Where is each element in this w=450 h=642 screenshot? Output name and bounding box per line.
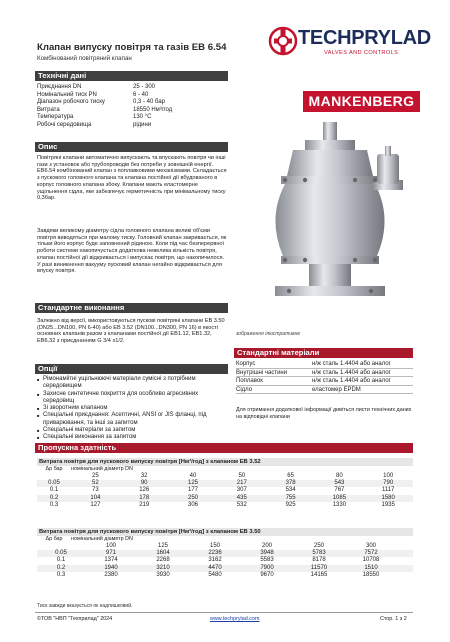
material-row <box>236 369 413 378</box>
material-key: Корпус <box>236 361 256 367</box>
spec-value: 18550 Нм³/год <box>133 106 173 113</box>
material-row <box>236 377 413 386</box>
flow-dn: 80 <box>336 473 343 479</box>
material-value: н/ж сталь 1.4404 або аналог <box>312 378 391 384</box>
flow-cell: 1935 <box>381 501 395 508</box>
flow-dn: 40 <box>189 473 197 479</box>
flow-cell <box>51 543 85 550</box>
spec-key: Приєднання DN <box>37 84 82 90</box>
flow-dn: 32 <box>140 473 148 479</box>
flow-table-subheader <box>37 466 413 473</box>
flow-cell: 755 <box>285 494 296 501</box>
flow-cell: 2380 <box>104 571 118 578</box>
option-item: ■ Захисне синтетичне покриття для особливо агресивних середовищ <box>37 391 227 406</box>
flow-cell: 127 <box>90 501 101 508</box>
brand-name: TECHPRYLAD <box>298 27 431 49</box>
flow-cell: 125 <box>187 480 198 487</box>
spec-value: 130 °C <box>133 114 152 121</box>
flow-cell: 1085 <box>332 494 347 501</box>
flow-pressure: 0.3 <box>56 571 66 578</box>
flow-cell: 10708 <box>362 557 380 564</box>
flow-col-pressure: Δp бар <box>45 536 63 542</box>
flow-cell: 73 <box>92 487 99 494</box>
flow-row <box>37 487 413 494</box>
website-link[interactable]: www.techprylad.com <box>210 616 260 622</box>
flow-cell: 1940 <box>104 564 118 571</box>
flow-cell: 5480 <box>208 571 222 578</box>
material-key: Поплавок <box>236 378 263 384</box>
footer-divider <box>35 612 413 613</box>
spec-value: 0,3 - 40 бар <box>133 99 165 106</box>
spec-row <box>37 92 227 100</box>
materials-table <box>236 360 413 394</box>
flow-pressure: 0.05 <box>55 550 67 557</box>
spec-row <box>37 122 227 130</box>
flow-col-dn: номінальний діаметр DN <box>71 536 133 542</box>
flow-cell: 250 <box>187 494 198 501</box>
section-description: Опис <box>35 142 228 152</box>
flow-cell: 3948 <box>260 550 274 557</box>
flow-col-dn: номінальний діаметр DN <box>71 466 133 472</box>
flow-dn-row <box>37 473 413 480</box>
flow-cell: 5583 <box>260 557 274 564</box>
option-item: ■ Спеціальні виконання за запитом <box>37 434 227 441</box>
flow-cell: 177 <box>187 487 198 494</box>
flow-row <box>37 565 413 572</box>
spec-key: Температура <box>37 114 74 121</box>
description-paragraph-1: Повітряні клапани автоматично випускають та впускають повітря чи інші гази з установок або трубопроводів без потреби у зовнішній енергії. EB6.54 комбінований клапан з поплавковими механізмами. Складається з пускового головного клапана та клапана постійної дії вбудованого в корпус головного клапана збоку. Клапани мають еластомерне ущільнення сідла, яке забезпечує герметичність при мінімальному тиску 0,3бар. <box>37 155 227 202</box>
flow-row <box>37 502 413 509</box>
material-key: Сідло <box>236 386 253 393</box>
material-row <box>236 360 413 369</box>
spec-key: Номінальний тиск PN <box>37 91 97 98</box>
options-list <box>37 376 227 442</box>
section-tech-data: Технічні дані <box>35 71 228 81</box>
image-caption: зображення ілюстративне <box>236 331 301 337</box>
valve-product-image <box>245 118 423 318</box>
option-item: ■ Зі зворотним клапаном <box>37 405 227 412</box>
spec-row <box>37 99 227 107</box>
spec-row <box>37 84 227 92</box>
flow-dn: 50 <box>238 473 246 479</box>
spec-value: 25 - 300 <box>133 84 156 90</box>
flow-cell: 543 <box>334 480 345 487</box>
materials-note: Для отримання додаткової інформації дивіться листи технічних даних на відповідні клапани <box>236 407 412 420</box>
section-options: Опції <box>35 364 228 374</box>
material-key: Внутрішні частини <box>236 369 288 376</box>
brand-tagline: VALVES AND CONTROLS <box>324 50 399 56</box>
flow-cell <box>37 473 71 480</box>
page-subtitle: Комбінований повітряний клапан <box>37 55 132 62</box>
flow-cell: 2236 <box>208 550 222 557</box>
flow-table-title: Витрата повітря для пускового випуску повітря [Нм³/год] з клапаном ЕВ 3.50 <box>37 528 413 536</box>
flow-dn: 125 <box>157 543 168 549</box>
flow-cell: 1580 <box>381 494 395 501</box>
flow-row <box>37 557 413 564</box>
flow-cell: 767 <box>334 487 345 494</box>
flow-dn: 100 <box>383 473 394 479</box>
flow-cell: 5783 <box>312 550 326 557</box>
flow-table-eb352 <box>37 458 413 509</box>
flow-cell: 217 <box>236 480 247 487</box>
flow-cell: 7900 <box>260 564 274 571</box>
page-title: Клапан випуску повітря та газів EB 6.54 <box>37 42 227 53</box>
flow-cell: 307 <box>236 487 247 494</box>
material-value: еластомер EPDM <box>312 386 361 393</box>
flow-row <box>37 495 413 502</box>
flow-col-pressure: Δp бар <box>45 466 63 472</box>
material-row <box>236 386 413 395</box>
flow-row <box>37 572 413 579</box>
standard-text: Залежно від версії, використовуються пускові повітряні клапани ЕВ 3.50 (DN25...DN100, PN 6-40) або ЕВ 3.52 (DN100...DN300, PN 16) в якості основних клапанів разом з клапанами постійної дії EB1.12, EB1.32, EB6.32 з приєднанням G 3/4 x1/2. <box>37 318 225 345</box>
flow-dn-row <box>37 543 413 550</box>
spec-key: Витрата <box>37 106 60 113</box>
material-value: н/ж сталь 1.4404 або аналог <box>312 361 391 367</box>
flow-cell: 1374 <box>104 557 118 564</box>
section-standard: Стандартне виконання <box>35 303 228 313</box>
valve-logo-icon <box>268 26 298 56</box>
flow-dn: 250 <box>313 543 324 549</box>
flow-pressure: 0.2 <box>49 494 59 501</box>
flow-cell: 971 <box>105 550 116 557</box>
spec-value: рідини <box>133 121 152 128</box>
spec-value: 6 - 40 <box>133 91 149 98</box>
flow-pressure: 0.2 <box>56 564 66 571</box>
flow-cell: 534 <box>285 487 296 494</box>
flow-cell: 8178 <box>312 557 326 564</box>
flow-dn: 200 <box>261 543 272 549</box>
option-item: ■ Рімонаміітні ущільнюючі матеріали сумісні з потрібним середовищем <box>37 376 227 391</box>
section-materials: Стандартні матеріали <box>234 348 413 358</box>
techprylad-logo <box>268 26 431 58</box>
flow-dn: 25 <box>92 473 99 479</box>
flow-cell: 7572 <box>364 550 378 557</box>
flow-cell: 1510 <box>364 564 378 571</box>
spec-table <box>37 84 227 130</box>
flow-cell: 52 <box>92 480 99 487</box>
flow-cell: 178 <box>139 494 150 501</box>
flow-cell: 219 <box>139 501 150 508</box>
description-paragraph-2: Завдяки великому діаметру сідла головного клапана великі об'єми повітря виводяться при малому тиску. Головний клапан закривається, як тільки його корпус буде заповнений рідиною. Коли під час безперервної роботи системи накопичується додаткова невелика кількість повітря, клапан постійної дії відкривається і випускає повітря, що накопичилося. У разі виникнення вакууму пусковий клапан негайно відкривається для впуску повітря. <box>37 228 227 275</box>
flow-cell: 790 <box>383 480 394 487</box>
flow-cell: 306 <box>187 501 198 508</box>
flow-table-title: Витрата повітря для пускового випуску повітря [Нм³/год] з клапаном ЕВ 3.52 <box>37 458 413 466</box>
material-value: н/ж сталь 1.4404 або аналог <box>312 369 391 376</box>
flow-cell: 4470 <box>208 564 222 571</box>
flow-cell: 3210 <box>156 564 170 571</box>
flow-cell: 435 <box>236 494 247 501</box>
flow-cell: 1330 <box>332 501 347 508</box>
mankenberg-logo: MANKENBERG <box>303 91 420 112</box>
flow-cell: 2268 <box>156 557 170 564</box>
flow-cell: 532 <box>236 501 247 508</box>
flow-pressure: 0.05 <box>48 480 60 487</box>
section-capacity: Пропускна здатність <box>35 443 413 453</box>
flow-cell: 14165 <box>310 571 328 578</box>
flow-dn: 100 <box>105 543 116 549</box>
flow-dn: 150 <box>209 543 220 549</box>
flow-pressure: 0.3 <box>49 501 59 508</box>
flow-table-eb350 <box>37 528 413 579</box>
flow-table-subheader <box>37 536 413 543</box>
flow-row <box>37 550 413 557</box>
flow-cell: 1117 <box>381 487 395 494</box>
page-number: Стор. 1 з 2 <box>380 616 407 622</box>
flow-cell: 3162 <box>208 557 222 564</box>
pressure-note: Тиск завжди вказується як надлишковий. <box>37 603 133 609</box>
spec-key: Робочі середовища <box>37 121 92 128</box>
flow-cell: 11570 <box>310 564 328 571</box>
flow-cell: 104 <box>90 494 101 501</box>
option-item: ■ Спеціальні приєднання: Асептичні, ANSI ог JIS фланці, під приварювання, та інші за запитом <box>37 412 227 427</box>
option-item: ■ Спеціальні матеріали за запитом <box>37 427 227 434</box>
flow-cell: 3930 <box>156 571 170 578</box>
spec-key: Діапазон робочого тиску <box>37 99 105 106</box>
flow-cell: 1604 <box>156 550 170 557</box>
flow-cell: 90 <box>140 480 148 487</box>
flow-row <box>37 480 413 487</box>
flow-cell: 9670 <box>260 571 274 578</box>
flow-cell: 925 <box>285 501 296 508</box>
copyright: ©ТОВ "НВП "Техприлад" 2024 <box>37 616 113 622</box>
spec-row <box>37 114 227 122</box>
flow-dn: 300 <box>365 543 376 549</box>
flow-cell: 126 <box>139 487 150 494</box>
flow-pressure: 0.1 <box>56 557 66 564</box>
spec-row <box>37 107 227 115</box>
flow-pressure: 0.1 <box>49 487 59 494</box>
flow-cell: 18550 <box>362 571 380 578</box>
flow-cell: 378 <box>285 480 296 487</box>
flow-dn: 65 <box>287 473 294 479</box>
